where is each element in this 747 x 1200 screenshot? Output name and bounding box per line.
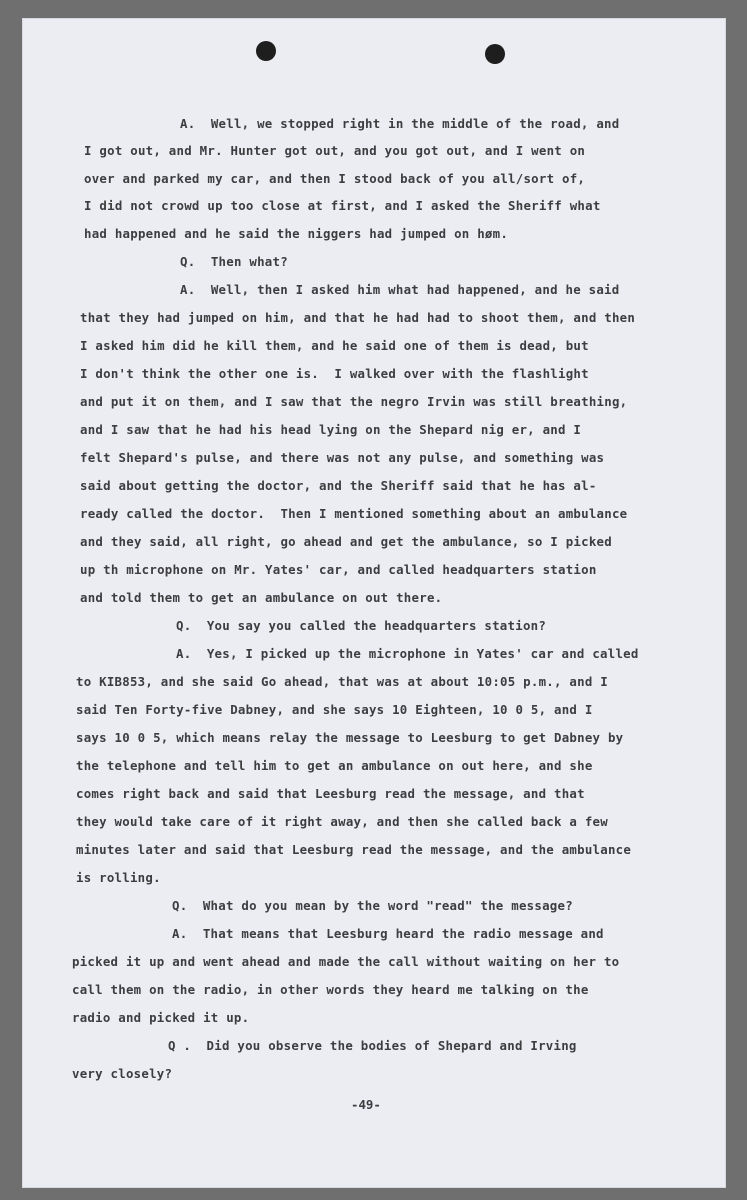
transcript-line: I did not crowd up too close at first, and I asked the Sheriff what (84, 198, 601, 213)
transcript-line: and I saw that he had his head lying on the Shepard nig er, and I (80, 422, 582, 437)
transcript-line: I don't think the other one is. I walked over with the flashlight (80, 366, 589, 381)
transcript-line: over and parked my car, and then I stood back of you all/sort of, (84, 171, 586, 186)
page-number: -49- (351, 1097, 381, 1112)
transcript-line: to KIB853, and she said Go ahead, that was at about 10:05 p.m., and I (76, 674, 608, 689)
transcript-line: Q. Then what? (180, 254, 288, 269)
transcript-line: and told them to get an ambulance on out there. (80, 590, 443, 605)
transcript-line: up th microphone on Mr. Yates' car, and called headquarters station (80, 562, 597, 577)
transcript-line: call them on the radio, in other words they heard me talking on the (72, 982, 589, 997)
transcript-line: I asked him did he kill them, and he said one of them is dead, but (80, 338, 589, 353)
transcript-line: ready called the doctor. Then I mentioned something about an ambulance (80, 506, 628, 521)
transcript-line: A. Well, we stopped right in the middle of the road, and (180, 116, 620, 131)
transcript-line: the telephone and tell him to get an ambulance on out here, and she (76, 758, 593, 773)
transcript-line: comes right back and said that Leesburg read the message, and that (76, 786, 585, 801)
transcript-body (22, 18, 726, 1188)
transcript-line: A. Well, then I asked him what had happened, and he said (180, 282, 620, 297)
transcript-line: is rolling. (76, 870, 161, 885)
transcript-line: very closely? (72, 1066, 173, 1081)
transcript-line: says 10 0 5, which means relay the message to Leesburg to get Dabney by (76, 730, 624, 745)
transcript-line: and they said, all right, go ahead and get the ambulance, so I picked (80, 534, 612, 549)
transcript-line: Q . Did you observe the bodies of Shepard and Irving (168, 1038, 577, 1053)
transcript-line: said Ten Forty-five Dabney, and she says 10 Eighteen, 10 0 5, and I (76, 702, 593, 717)
transcript-line: A. That means that Leesburg heard the radio message and (172, 926, 604, 941)
transcript-line: Q. You say you called the headquarters station? (176, 618, 547, 633)
transcript-line: minutes later and said that Leesburg read the message, and the ambulance (76, 842, 632, 857)
transcript-line: I got out, and Mr. Hunter got out, and you got out, and I went on (84, 143, 586, 158)
transcript-line: and put it on them, and I saw that the negro Irvin was still breathing, (80, 394, 628, 409)
transcript-line: felt Shepard's pulse, and there was not any pulse, and something was (80, 450, 605, 465)
transcript-line: radio and picked it up. (72, 1010, 250, 1025)
typewritten-page (22, 18, 726, 1188)
transcript-line: that they had jumped on him, and that he had had to shoot them, and then (80, 310, 636, 325)
transcript-line: had happened and he said the niggers had jumped on høm. (84, 226, 509, 241)
transcript-line: A. Yes, I picked up the microphone in Yates' car and called (176, 646, 639, 661)
transcript-line: said about getting the doctor, and the Sheriff said that he has al- (80, 478, 597, 493)
transcript-line: picked it up and went ahead and made the call without waiting on her to (72, 954, 620, 969)
transcript-line: Q. What do you mean by the word "read" the message? (172, 898, 573, 913)
transcript-line: they would take care of it right away, and then she called back a few (76, 814, 608, 829)
